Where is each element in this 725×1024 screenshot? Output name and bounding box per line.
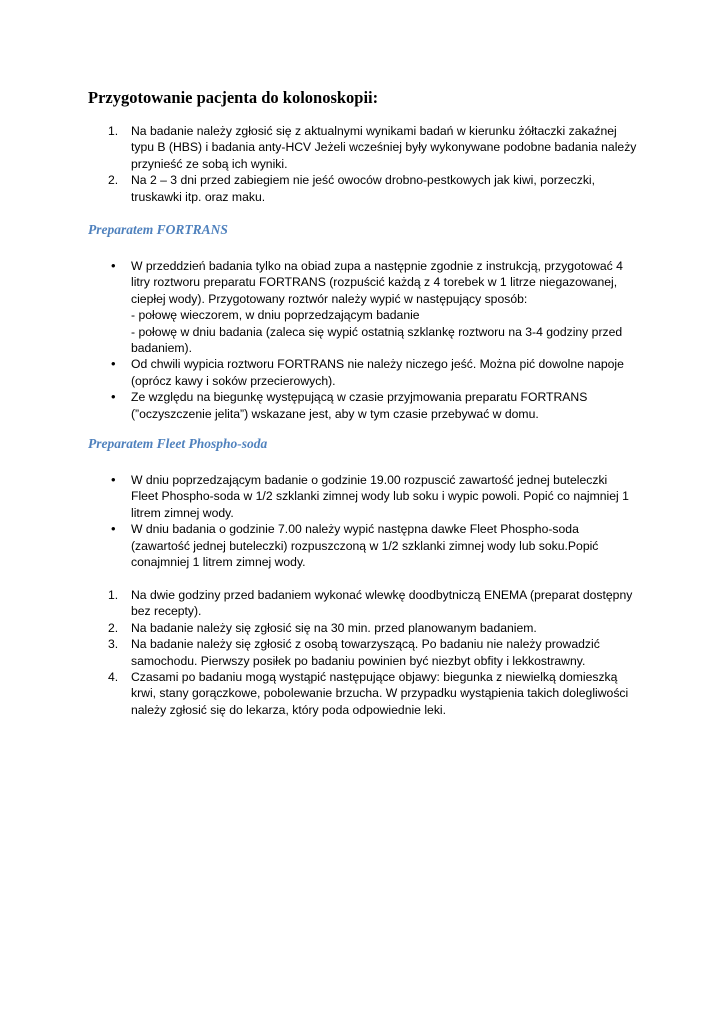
section-heading-fleet: Preparatem Fleet Phospho-soda xyxy=(88,436,268,451)
list-item xyxy=(0,636,725,669)
text-line: truskawki itp. oraz maku. xyxy=(131,189,266,204)
text-line: W dniu poprzedzającym badanie o godzinie 19.00 rozpuscić zawartość jednej buteleczki xyxy=(131,473,608,487)
text-line: badaniem). xyxy=(131,341,192,356)
list-number: 4. xyxy=(108,670,119,685)
text-line: Fleet Phospho-soda w 1/2 szklanki zimnej wody lub soku i wypic powoli. Popić co najmniej 1 xyxy=(131,489,629,504)
list-number: 1. xyxy=(108,588,119,602)
text-line: - połowę w dniu badania (zaleca się wypić ostatnią szklankę roztworu na 3-4 godziny przed xyxy=(131,324,623,339)
text-line: Ze względu na biegunkę występującą w czasie przyjmowania preparatu FORTRANS xyxy=(131,390,588,405)
list-item xyxy=(0,620,725,636)
text-line: bez recepty). xyxy=(131,604,202,619)
fleet-bullet-list xyxy=(0,472,725,570)
text-line: ciepłej wody). Przygotowany roztwór należy wypić w następujący sposób: xyxy=(131,291,528,306)
list-number: 1. xyxy=(108,124,119,138)
text-line: krwi, stany gorączkowe, pobolewanie brzucha. W przypadku wystąpienia takich dolegliwości xyxy=(131,686,629,701)
section-heading-fortrans: Preparatem FORTRANS xyxy=(88,222,228,237)
bullet-icon: • xyxy=(111,258,116,273)
list-item xyxy=(0,669,725,718)
bullet-icon: • xyxy=(111,521,116,537)
text-line: typu B (HBS) i badania anty-HCV Jeżeli wcześniej były wykonywane podobne badania należy xyxy=(131,140,637,155)
bullet-item xyxy=(0,389,725,422)
text-line: Na badanie należy zgłosić się z aktualnymi wynikami badań w kierunku żółtaczki zakaźnej xyxy=(131,124,617,138)
list-number: 3. xyxy=(108,637,119,652)
fortrans-bullet-list xyxy=(0,258,725,422)
list-item xyxy=(0,172,725,205)
text-line: Czasami po badaniu mogą wystąpić następujące objawy: biegunka z niewielką domieszką xyxy=(131,670,618,685)
text-line: Na badanie należy się zgłosić z osobą towarzyszącą. Po badaniu nie należy prowadzić xyxy=(131,637,600,652)
bullet-icon: • xyxy=(111,472,116,487)
text-line: conajmniej 1 litrem zimnej wody. xyxy=(131,555,306,570)
list-number: 2. xyxy=(108,173,119,188)
text-line: Na badanie należy się zgłosić się na 30 min. przed planowanym badaniem. xyxy=(131,620,537,635)
text-line: - połowę wieczorem, w dniu poprzedzającym badanie xyxy=(131,308,420,323)
text-line: W dniu badania o godzinie 7.00 należy wypić następna dawke Fleet Phospho-soda xyxy=(131,522,579,537)
list-item xyxy=(0,587,725,620)
list-number: 2. xyxy=(108,620,119,635)
final-list xyxy=(0,587,725,718)
text-line: (”oczyszczenie jelita”) wskazane jest, aby w tym czasie przebywać w domu. xyxy=(131,406,539,421)
text-line: Na dwie godziny przed badaniem wykonać wlewkę doodbytniczą ENEMA (preparat dostępny xyxy=(131,588,633,602)
bullet-icon: • xyxy=(111,389,116,405)
text-line: (oprócz kawy i soków przecierowych). xyxy=(131,373,336,388)
bullet-item xyxy=(0,356,725,389)
bullet-item xyxy=(0,521,725,570)
text-line: przynieść ze sobą ich wyniki. xyxy=(131,156,288,171)
bullet-icon: • xyxy=(111,356,116,372)
text-line: litrem zimnej wody. xyxy=(131,505,234,520)
text-line: samochodu. Pierwszy posiłek po badaniu powinien być niezbyt obfity i lekkostrawny. xyxy=(131,653,586,668)
text-line: Na 2 – 3 dni przed zabiegiem nie jeść owoców drobno-pestkowych jak kiwi, porzeczki, xyxy=(131,173,596,188)
text-line: (zawartość jednej buteleczki) rozpuszczoną w 1/2 szklanki zimnej wody lub soku.Popić xyxy=(131,538,599,553)
bullet-item xyxy=(0,258,725,356)
text-line: W przeddzień badania tylko na obiad zupa a następnie zgodnie z instrukcją, przygotować 4 xyxy=(131,259,623,273)
intro-list xyxy=(0,123,725,205)
text-line: Od chwili wypicia roztworu FORTRANS nie należy niczego jeść. Można pić dowolne napoje xyxy=(131,357,624,372)
bullet-item xyxy=(0,472,725,521)
list-item xyxy=(0,123,725,172)
page-title: Przygotowanie pacjenta do kolonoskopii: xyxy=(88,88,379,107)
text-line: litry roztworu preparatu FORTRANS (rozpuścić każdą z 4 torebek w 1 litrze niegazowanej, xyxy=(131,275,618,290)
text-line: należy zgłosić się do lekarza, który poda odpowiednie leki. xyxy=(131,702,447,717)
